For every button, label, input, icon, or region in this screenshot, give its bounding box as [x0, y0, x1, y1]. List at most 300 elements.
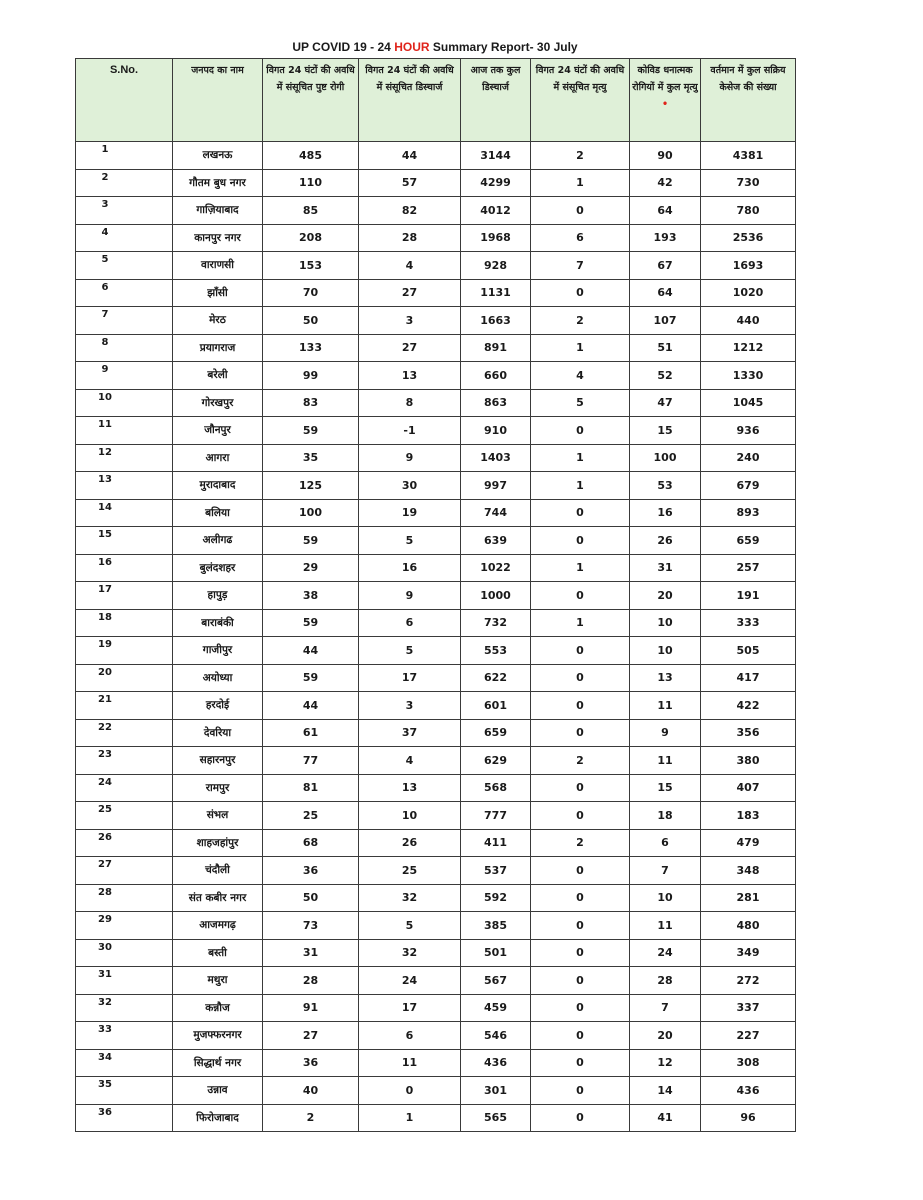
row-total-discharged: 1968	[461, 224, 531, 252]
table-body	[76, 142, 796, 1132]
row-total-discharged: 639	[461, 527, 531, 555]
row-active-cases: 356	[701, 719, 796, 747]
row-district: गाज़ियाबाद	[173, 197, 263, 225]
row-sno: 8	[76, 334, 173, 362]
row-discharged-24h: 13	[359, 362, 461, 390]
row-total-deaths: 12	[630, 1049, 701, 1077]
row-deaths-24h: 0	[531, 664, 630, 692]
row-active-cases: 348	[701, 857, 796, 885]
row-deaths-24h: 0	[531, 994, 630, 1022]
row-district: हापुड़	[173, 582, 263, 610]
row-total-deaths: 7	[630, 994, 701, 1022]
table-row	[76, 1049, 796, 1077]
row-district: लखनऊ	[173, 142, 263, 170]
row-cases-24h: 100	[263, 499, 359, 527]
table-row	[76, 252, 796, 280]
row-district: आजमगढ़	[173, 912, 263, 940]
row-sno: 1	[76, 142, 173, 170]
row-deaths-24h: 0	[531, 197, 630, 225]
row-sno: 36	[76, 1104, 173, 1132]
row-cases-24h: 35	[263, 444, 359, 472]
row-district: गोरखपुर	[173, 389, 263, 417]
row-active-cases: 505	[701, 637, 796, 665]
row-cases-24h: 125	[263, 472, 359, 500]
row-discharged-24h: 8	[359, 389, 461, 417]
row-active-cases: 730	[701, 169, 796, 197]
row-sno: 16	[76, 554, 173, 582]
row-active-cases: 349	[701, 939, 796, 967]
row-discharged-24h: 32	[359, 939, 461, 967]
row-total-deaths: 64	[630, 197, 701, 225]
row-discharged-24h: 5	[359, 912, 461, 940]
row-total-discharged: 659	[461, 719, 531, 747]
row-total-discharged: 910	[461, 417, 531, 445]
row-total-deaths: 24	[630, 939, 701, 967]
row-active-cases: 227	[701, 1022, 796, 1050]
row-discharged-24h: 9	[359, 582, 461, 610]
table-row	[76, 664, 796, 692]
row-cases-24h: 44	[263, 692, 359, 720]
row-total-discharged: 411	[461, 829, 531, 857]
row-cases-24h: 59	[263, 609, 359, 637]
row-cases-24h: 133	[263, 334, 359, 362]
header-active-cases: वर्तमान में कुल सक्रिय केसेज की संख्या	[701, 59, 796, 142]
row-cases-24h: 2	[263, 1104, 359, 1132]
row-total-deaths: 18	[630, 802, 701, 830]
row-discharged-24h: 17	[359, 994, 461, 1022]
row-active-cases: 936	[701, 417, 796, 445]
row-deaths-24h: 0	[531, 1049, 630, 1077]
row-total-deaths: 20	[630, 1022, 701, 1050]
row-deaths-24h: 4	[531, 362, 630, 390]
row-total-deaths: 6	[630, 829, 701, 857]
header-discharged-24h: विगत 24 घंटों की अवधि में संसूचित डिस्चार्ज	[359, 59, 461, 142]
table-row	[76, 389, 796, 417]
header-row	[76, 59, 796, 142]
row-discharged-24h: 13	[359, 774, 461, 802]
row-deaths-24h: 7	[531, 252, 630, 280]
row-total-deaths: 11	[630, 912, 701, 940]
row-total-discharged: 459	[461, 994, 531, 1022]
row-deaths-24h: 1	[531, 609, 630, 637]
header-cases-24h: विगत 24 घंटों की अवधि में संसूचित पुष्ट रोगी	[263, 59, 359, 142]
row-total-deaths: 9	[630, 719, 701, 747]
row-active-cases: 479	[701, 829, 796, 857]
header-sno: S.No.	[76, 59, 173, 142]
row-total-discharged: 601	[461, 692, 531, 720]
row-cases-24h: 25	[263, 802, 359, 830]
row-deaths-24h: 0	[531, 417, 630, 445]
row-total-deaths: 193	[630, 224, 701, 252]
row-total-deaths: 15	[630, 417, 701, 445]
row-sno: 24	[76, 774, 173, 802]
row-total-discharged: 567	[461, 967, 531, 995]
row-discharged-24h: 32	[359, 884, 461, 912]
row-total-discharged: 565	[461, 1104, 531, 1132]
row-deaths-24h: 1	[531, 472, 630, 500]
table-row	[76, 857, 796, 885]
row-district: प्रयागराज	[173, 334, 263, 362]
row-discharged-24h: 4	[359, 747, 461, 775]
row-deaths-24h: 0	[531, 774, 630, 802]
table-row	[76, 1077, 796, 1105]
row-cases-24h: 59	[263, 527, 359, 555]
table-row	[76, 802, 796, 830]
row-discharged-24h: 16	[359, 554, 461, 582]
row-district: मुरादाबाद	[173, 472, 263, 500]
row-discharged-24h: 0	[359, 1077, 461, 1105]
table-row	[76, 307, 796, 335]
row-discharged-24h: 10	[359, 802, 461, 830]
row-deaths-24h: 0	[531, 967, 630, 995]
table-row	[76, 169, 796, 197]
row-total-discharged: 546	[461, 1022, 531, 1050]
row-cases-24h: 61	[263, 719, 359, 747]
row-discharged-24h: 57	[359, 169, 461, 197]
row-deaths-24h: 2	[531, 307, 630, 335]
row-discharged-24h: 28	[359, 224, 461, 252]
row-district: अयोध्या	[173, 664, 263, 692]
row-discharged-24h: 1	[359, 1104, 461, 1132]
row-total-discharged: 1663	[461, 307, 531, 335]
row-total-discharged: 629	[461, 747, 531, 775]
row-cases-24h: 27	[263, 1022, 359, 1050]
report-title	[75, 40, 795, 54]
table-row	[76, 1022, 796, 1050]
row-discharged-24h: 30	[359, 472, 461, 500]
row-cases-24h: 59	[263, 664, 359, 692]
row-sno: 11	[76, 417, 173, 445]
row-active-cases: 337	[701, 994, 796, 1022]
row-deaths-24h: 0	[531, 857, 630, 885]
row-total-discharged: 1131	[461, 279, 531, 307]
row-total-deaths: 10	[630, 609, 701, 637]
row-total-deaths: 64	[630, 279, 701, 307]
row-total-discharged: 4299	[461, 169, 531, 197]
title-suffix: Summary Report- 30 July	[429, 40, 578, 54]
row-active-cases: 1045	[701, 389, 796, 417]
row-total-deaths: 67	[630, 252, 701, 280]
row-district: मुजफ्फरनगर	[173, 1022, 263, 1050]
row-district: मेरठ	[173, 307, 263, 335]
row-district: सिद्धार्थ नगर	[173, 1049, 263, 1077]
row-total-discharged: 1403	[461, 444, 531, 472]
row-deaths-24h: 0	[531, 637, 630, 665]
row-total-discharged: 553	[461, 637, 531, 665]
row-cases-24h: 36	[263, 857, 359, 885]
row-cases-24h: 59	[263, 417, 359, 445]
table-row	[76, 554, 796, 582]
row-district: बलिया	[173, 499, 263, 527]
row-cases-24h: 70	[263, 279, 359, 307]
row-active-cases: 272	[701, 967, 796, 995]
row-sno: 34	[76, 1049, 173, 1077]
row-total-deaths: 16	[630, 499, 701, 527]
row-discharged-24h: 4	[359, 252, 461, 280]
row-total-discharged: 385	[461, 912, 531, 940]
header-total-deaths-label: कोविड धनात्मक रोगियों में कुल मृत्यु	[632, 65, 698, 93]
row-total-deaths: 13	[630, 664, 701, 692]
row-discharged-24h: 27	[359, 334, 461, 362]
table-row	[76, 994, 796, 1022]
row-sno: 31	[76, 967, 173, 995]
row-sno: 28	[76, 884, 173, 912]
row-total-discharged: 622	[461, 664, 531, 692]
row-active-cases: 380	[701, 747, 796, 775]
table-row	[76, 829, 796, 857]
row-cases-24h: 153	[263, 252, 359, 280]
table-row	[76, 224, 796, 252]
table-row	[76, 884, 796, 912]
row-active-cases: 4381	[701, 142, 796, 170]
row-total-deaths: 47	[630, 389, 701, 417]
row-sno: 18	[76, 609, 173, 637]
row-total-discharged: 660	[461, 362, 531, 390]
row-cases-24h: 29	[263, 554, 359, 582]
row-cases-24h: 81	[263, 774, 359, 802]
row-discharged-24h: 6	[359, 609, 461, 637]
row-active-cases: 1330	[701, 362, 796, 390]
table-row	[76, 444, 796, 472]
row-total-deaths: 51	[630, 334, 701, 362]
table-row	[76, 912, 796, 940]
row-district: संत कबीर नगर	[173, 884, 263, 912]
row-total-discharged: 537	[461, 857, 531, 885]
row-sno: 25	[76, 802, 173, 830]
row-cases-24h: 208	[263, 224, 359, 252]
table-row	[76, 719, 796, 747]
row-district: कानपुर नगर	[173, 224, 263, 252]
row-total-deaths: 31	[630, 554, 701, 582]
row-discharged-24h: 11	[359, 1049, 461, 1077]
row-deaths-24h: 2	[531, 747, 630, 775]
row-cases-24h: 73	[263, 912, 359, 940]
row-sno: 6	[76, 279, 173, 307]
table-row	[76, 1104, 796, 1132]
table-row	[76, 747, 796, 775]
row-sno: 15	[76, 527, 173, 555]
table-row	[76, 582, 796, 610]
row-sno: 13	[76, 472, 173, 500]
row-deaths-24h: 2	[531, 142, 630, 170]
row-discharged-24h: 9	[359, 444, 461, 472]
row-active-cases: 183	[701, 802, 796, 830]
row-total-deaths: 53	[630, 472, 701, 500]
row-active-cases: 407	[701, 774, 796, 802]
table-row	[76, 939, 796, 967]
row-sno: 12	[76, 444, 173, 472]
row-active-cases: 257	[701, 554, 796, 582]
row-cases-24h: 40	[263, 1077, 359, 1105]
row-active-cases: 417	[701, 664, 796, 692]
row-sno: 4	[76, 224, 173, 252]
table-row	[76, 472, 796, 500]
table-row	[76, 362, 796, 390]
row-district: बस्ती	[173, 939, 263, 967]
row-cases-24h: 28	[263, 967, 359, 995]
row-sno: 14	[76, 499, 173, 527]
row-discharged-24h: 5	[359, 637, 461, 665]
row-district: अलीगढ	[173, 527, 263, 555]
row-sno: 9	[76, 362, 173, 390]
row-total-discharged: 3144	[461, 142, 531, 170]
row-total-discharged: 4012	[461, 197, 531, 225]
row-active-cases: 281	[701, 884, 796, 912]
row-sno: 22	[76, 719, 173, 747]
row-total-deaths: 100	[630, 444, 701, 472]
table-row	[76, 142, 796, 170]
row-deaths-24h: 0	[531, 527, 630, 555]
header-district: जनपद का नाम	[173, 59, 263, 142]
row-active-cases: 1212	[701, 334, 796, 362]
row-district: झाँसी	[173, 279, 263, 307]
row-sno: 29	[76, 912, 173, 940]
row-sno: 17	[76, 582, 173, 610]
row-district: मथुरा	[173, 967, 263, 995]
row-total-deaths: 107	[630, 307, 701, 335]
row-total-discharged: 568	[461, 774, 531, 802]
row-deaths-24h: 0	[531, 692, 630, 720]
row-district: शाहजहांपुर	[173, 829, 263, 857]
row-district: उन्नाव	[173, 1077, 263, 1105]
row-active-cases: 2536	[701, 224, 796, 252]
header-total-deaths-mark: •	[661, 99, 669, 110]
table-row	[76, 197, 796, 225]
row-cases-24h: 68	[263, 829, 359, 857]
row-cases-24h: 99	[263, 362, 359, 390]
row-discharged-24h: 82	[359, 197, 461, 225]
row-deaths-24h: 0	[531, 912, 630, 940]
row-active-cases: 436	[701, 1077, 796, 1105]
row-total-deaths: 20	[630, 582, 701, 610]
row-deaths-24h: 0	[531, 1022, 630, 1050]
row-discharged-24h: 24	[359, 967, 461, 995]
row-district: बाराबंकी	[173, 609, 263, 637]
row-sno: 30	[76, 939, 173, 967]
row-active-cases: 780	[701, 197, 796, 225]
row-cases-24h: 110	[263, 169, 359, 197]
row-discharged-24h: 44	[359, 142, 461, 170]
row-total-discharged: 777	[461, 802, 531, 830]
row-deaths-24h: 0	[531, 279, 630, 307]
row-cases-24h: 50	[263, 884, 359, 912]
row-cases-24h: 44	[263, 637, 359, 665]
row-total-deaths: 41	[630, 1104, 701, 1132]
row-deaths-24h: 0	[531, 939, 630, 967]
row-cases-24h: 83	[263, 389, 359, 417]
row-sno: 19	[76, 637, 173, 665]
row-district: फिरोजाबाद	[173, 1104, 263, 1132]
row-deaths-24h: 0	[531, 884, 630, 912]
row-total-deaths: 15	[630, 774, 701, 802]
row-district: चंदौली	[173, 857, 263, 885]
row-sno: 21	[76, 692, 173, 720]
table-row	[76, 334, 796, 362]
row-district: हरदोई	[173, 692, 263, 720]
row-discharged-24h: 19	[359, 499, 461, 527]
row-active-cases: 480	[701, 912, 796, 940]
row-total-deaths: 14	[630, 1077, 701, 1105]
row-total-discharged: 928	[461, 252, 531, 280]
row-district: देवरिया	[173, 719, 263, 747]
row-total-deaths: 11	[630, 692, 701, 720]
row-district: वाराणसी	[173, 252, 263, 280]
row-deaths-24h: 0	[531, 1077, 630, 1105]
row-sno: 3	[76, 197, 173, 225]
row-cases-24h: 38	[263, 582, 359, 610]
header-deaths-24h: विगत 24 घंटों की अवधि में संसूचित मृत्यु	[531, 59, 630, 142]
row-deaths-24h: 1	[531, 334, 630, 362]
row-total-deaths: 10	[630, 637, 701, 665]
row-deaths-24h: 0	[531, 499, 630, 527]
row-total-discharged: 744	[461, 499, 531, 527]
row-total-discharged: 301	[461, 1077, 531, 1105]
row-discharged-24h: 5	[359, 527, 461, 555]
table-row	[76, 499, 796, 527]
row-deaths-24h: 6	[531, 224, 630, 252]
row-total-discharged: 436	[461, 1049, 531, 1077]
row-total-discharged: 501	[461, 939, 531, 967]
row-active-cases: 240	[701, 444, 796, 472]
row-total-deaths: 42	[630, 169, 701, 197]
row-deaths-24h: 0	[531, 719, 630, 747]
row-district: सहारनपुर	[173, 747, 263, 775]
row-deaths-24h: 5	[531, 389, 630, 417]
row-total-deaths: 26	[630, 527, 701, 555]
row-active-cases: 1020	[701, 279, 796, 307]
row-cases-24h: 50	[263, 307, 359, 335]
row-deaths-24h: 1	[531, 554, 630, 582]
row-total-deaths: 52	[630, 362, 701, 390]
row-discharged-24h: 25	[359, 857, 461, 885]
row-sno: 23	[76, 747, 173, 775]
row-sno: 26	[76, 829, 173, 857]
row-active-cases: 96	[701, 1104, 796, 1132]
row-active-cases: 1693	[701, 252, 796, 280]
summary-table	[75, 58, 796, 1132]
row-total-deaths: 28	[630, 967, 701, 995]
row-active-cases: 440	[701, 307, 796, 335]
row-discharged-24h: 3	[359, 307, 461, 335]
table-row	[76, 692, 796, 720]
row-district: रामपुर	[173, 774, 263, 802]
row-discharged-24h: 37	[359, 719, 461, 747]
row-total-discharged: 592	[461, 884, 531, 912]
row-discharged-24h: 3	[359, 692, 461, 720]
table-row	[76, 967, 796, 995]
row-total-deaths: 11	[630, 747, 701, 775]
row-total-discharged: 1000	[461, 582, 531, 610]
row-sno: 27	[76, 857, 173, 885]
row-active-cases: 893	[701, 499, 796, 527]
row-total-deaths: 10	[630, 884, 701, 912]
row-discharged-24h: -1	[359, 417, 461, 445]
row-deaths-24h: 0	[531, 582, 630, 610]
header-total-deaths	[630, 59, 701, 142]
row-district: गाजीपुर	[173, 637, 263, 665]
row-cases-24h: 31	[263, 939, 359, 967]
row-sno: 10	[76, 389, 173, 417]
row-deaths-24h: 0	[531, 802, 630, 830]
row-active-cases: 333	[701, 609, 796, 637]
row-cases-24h: 485	[263, 142, 359, 170]
row-district: जौनपुर	[173, 417, 263, 445]
row-discharged-24h: 17	[359, 664, 461, 692]
row-discharged-24h: 6	[359, 1022, 461, 1050]
row-deaths-24h: 1	[531, 169, 630, 197]
row-active-cases: 679	[701, 472, 796, 500]
row-district: कन्नौज	[173, 994, 263, 1022]
